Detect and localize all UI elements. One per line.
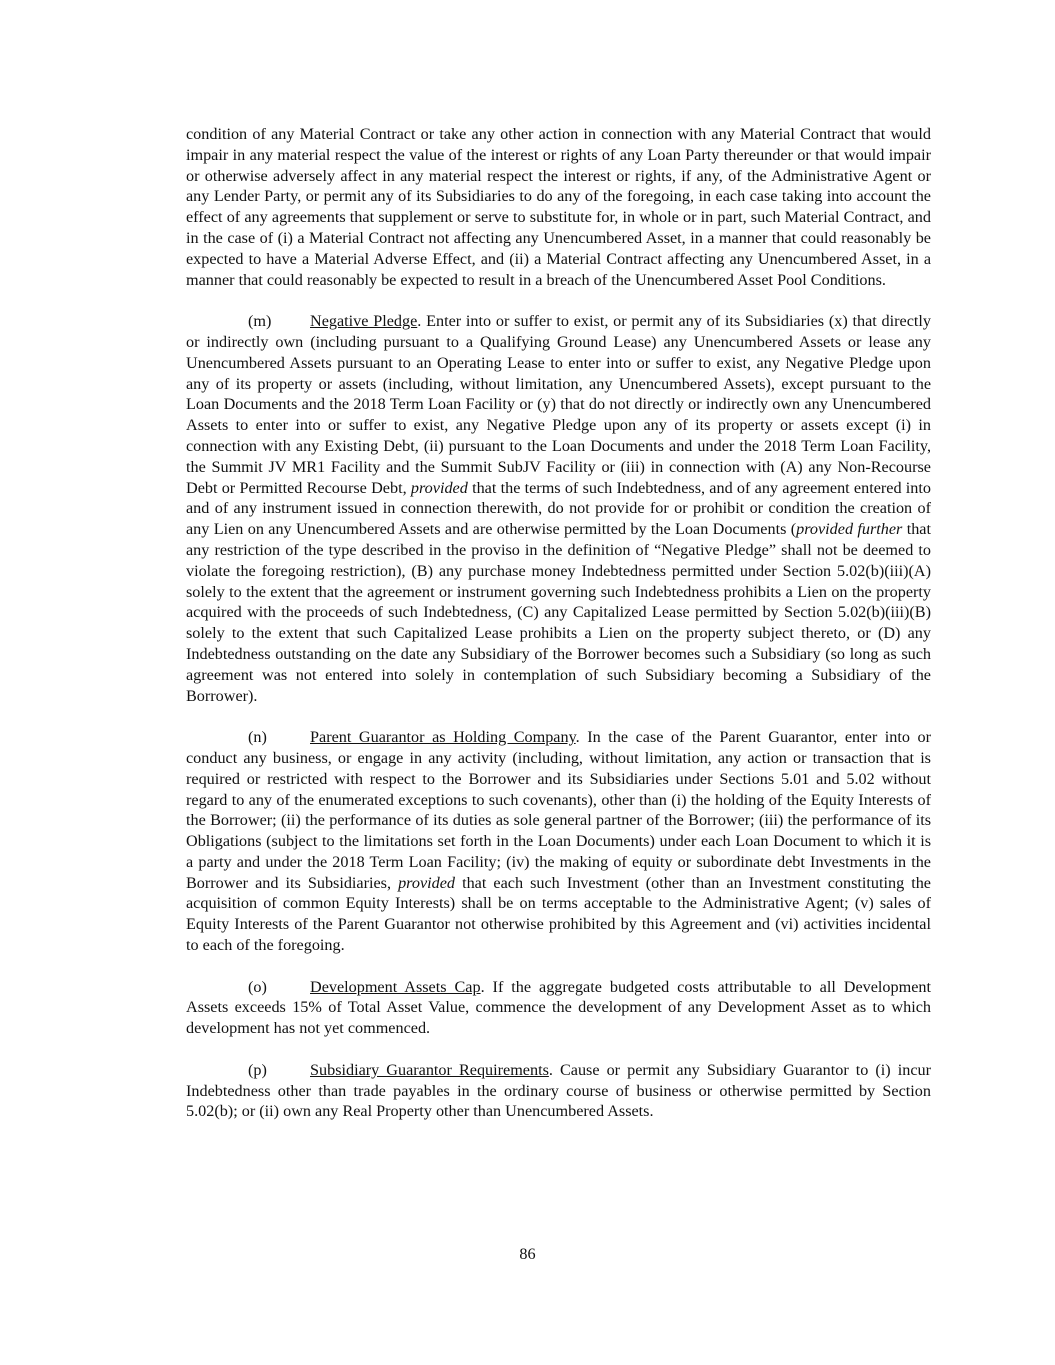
- section-m-paragraph: [186, 311, 931, 706]
- section-italic-term: provided: [398, 873, 456, 892]
- section-italic-term: provided further: [796, 520, 903, 539]
- document-page: [186, 124, 931, 1143]
- section-text: . Cause or permit any Subsidiary Guarantor to (i) incur Indebtedness other than trade payables in the ordinary course of business or otherwise permitted by Section 5.02(b); or (ii) own any Real Property other than Unencumbered Assets.: [186, 1060, 931, 1121]
- section-heading: Negative Pledge: [310, 312, 418, 331]
- section-n-paragraph: [186, 727, 931, 956]
- section-italic-term: provided: [410, 478, 468, 497]
- section-text: that the terms of such Indebtedness, and of any agreement entered into and of any instrument issued in connection therewith, do not provide for or prohibit or condition the creation of any Lien on any Unencumbered Assets and are otherwise permitted by the Loan Documents (: [186, 478, 931, 539]
- section-number: (m): [248, 312, 272, 331]
- section-heading: Subsidiary Guarantor Requirements: [310, 1060, 549, 1079]
- section-text: . If the aggregate budgeted costs attributable to all Development Assets exceeds 15% of Total Asset Value, commence the development of any Development Asset as to which development has not yet commenced.: [186, 977, 931, 1038]
- section-number: (p): [248, 1060, 267, 1079]
- continuation-paragraph: condition of any Material Contract or take any other action in connection with any Material Contract that would impair in any material respect the value of the interest or rights of any Loan Party thereunder or that would impair or otherwise adversely affect in any material respect the interest or rights, if any, of the Administrative Agent or any Lender Party, or permit any of its Subsidiaries to do any of the foregoing, in each case taking into account the effect of any agreements that supplement or serve to substitute for, in whole or in part, such Material Contract, and in the case of (i) a Material Contract not affecting any Unencumbered Asset, in a manner that could reasonably be expected to have a Material Adverse Effect, and (ii) a Material Contract affecting any Unencumbered Asset, in a manner that could reasonably be expected to result in a breach of the Unencumbered Asset Pool Conditions.: [186, 125, 931, 289]
- section-p-paragraph: [186, 1060, 931, 1122]
- section-text: that any restriction of the type described in the proviso in the definition of “Negative Pledge” shall not be deemed to violate the foregoing restriction), (B) any purchase money Indebtedness permitted under Section 5.02(b)(iii)(A) solely to the extent that the agreement or instrument governing such Indebtedness prohibits a Lien on the property acquired with the proceeds of such Indebtedness, (C) any Capitalized Lease permitted by Section 5.02(b)(iii)(B) solely to the extent that such Capitalized Lease prohibits a Lien on the property subject thereto, or (D) any Indebtedness outstanding on the date any Subsidiary of the Borrower becomes such a Subsidiary (so long as such agreement was not entered into solely in contemplation of such Subsidiary becoming a Subsidiary of the Borrower).: [186, 520, 931, 705]
- section-o-paragraph: [186, 977, 931, 1039]
- section-text: that each such Investment (other than an Investment constituting the acquisition of common Equity Interests) shall be on terms acceptable to the Administrative Agent; (v) sales of Equity Interests of the Parent Guarantor not otherwise prohibited by this Agreement and (vi) activities incidental to each of the foregoing.: [186, 873, 931, 955]
- page-number: 86: [519, 1245, 536, 1263]
- section-heading: Parent Guarantor as Holding Company: [310, 728, 576, 747]
- section-number: (n): [248, 728, 267, 747]
- section-heading: Development Assets Cap: [310, 977, 481, 996]
- section-text: . In the case of the Parent Guarantor, enter into or conduct any business, or engage in any activity (including, without limitation, any action or transaction that is required or restricted with respect to the Borrower and its Subsidiaries under Sections 5.01 and 5.02 without regard to any of the enumerated exceptions to such covenants), other than (i) the holding of the Equity Interests of the Borrower; (ii) the performance of its duties as sole general partner of the Borrower; (iii) the performance of its Obligations (subject to the limitations set forth in the Loan Documents) under each Loan Document to which it is a party and under the 2018 Term Loan Facility; (iv) the making of equity or subordinate debt Investments in the Borrower and its Subsidiaries,: [186, 728, 931, 892]
- section-text: . Enter into or suffer to exist, or permit any of its Subsidiaries (x) that directly or indirectly own (including pursuant to a Qualifying Ground Lease) any Unencumbered Assets or lease any Unencumbered Assets pursuant to an Operating Lease to enter into or suffer to exist, any Negative Pledge upon any of its property or assets (including, without limitation, any Unencumbered Assets), except pursuant to the Loan Documents and the 2018 Term Loan Facility or (y) that do not directly or indirectly own any Unencumbered Assets to enter into or suffer to exist, any Negative Pledge upon any of its property or assets except (i) in connection with any Existing Debt, (ii) pursuant to the Loan Documents and under the 2018 Term Loan Facility, the Summit JV MR1 Facility and the Summit SubJV Facility or (iii) in connection with (A) any Non-Recourse Debt or Permitted Recourse Debt,: [186, 312, 931, 497]
- section-number: (o): [248, 977, 267, 996]
